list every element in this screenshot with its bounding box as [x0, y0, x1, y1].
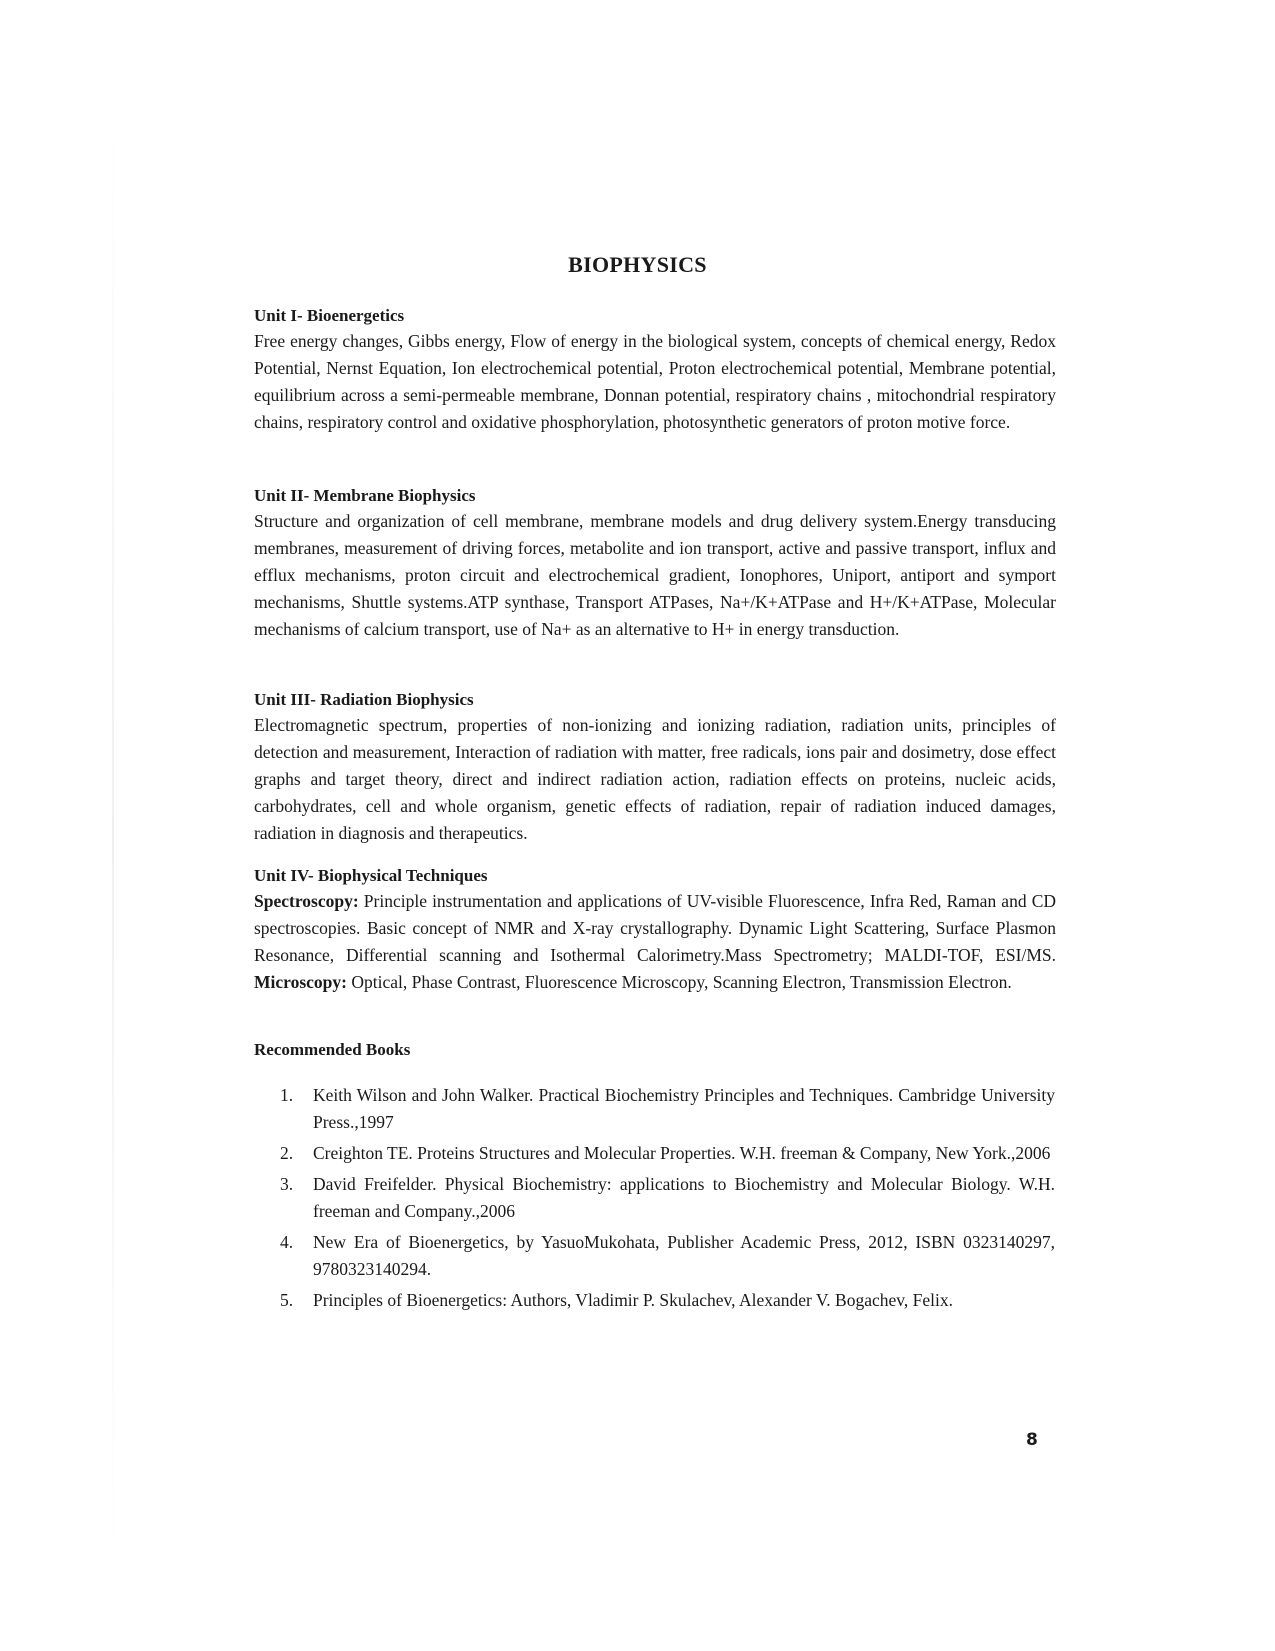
- microscopy-text: Optical, Phase Contrast, Fluorescence Microscopy, Scanning Electron, Transmission Electron.: [347, 972, 1012, 992]
- unit-1-body: Free energy changes, Gibbs energy, Flow of energy in the biological system, concepts of chemical energy, Redox Potential, Nernst Equation, Ion electrochemical potential, Proton electrochemical potential, Membrane potential, equilibrium across a semi-permeable membrane, Donnan potential, respiratory chains , mitochondrial respiratory chains, respiratory control and oxidative phosphorylation, photosynthetic generators of proton motive force.: [254, 331, 1056, 432]
- book-number: 4.: [280, 1232, 294, 1252]
- unit-4-heading: Unit IV- Biophysical Techniques: [254, 866, 488, 885]
- unit-3-heading: Unit III- Radiation Biophysics: [254, 690, 474, 709]
- book-citation: Creighton TE. Proteins Structures and Molecular Properties. W.H. freeman & Company, New York.,2006: [313, 1143, 1051, 1163]
- page-number: 8: [1026, 1430, 1038, 1450]
- book-citation: David Freifelder. Physical Biochemistry: applications to Biochemistry and Molecular Biology. W.H. freeman and Company.,2006: [313, 1174, 1055, 1221]
- unit-1-heading: Unit I- Bioenergetics: [254, 306, 405, 325]
- unit-3-body: Electromagnetic spectrum, properties of non-ionizing and ionizing radiation, radiation units, principles of detection and measurement, Interaction of radiation with matter, free radicals, ions pair and dosimetry, dose effect graphs and target theory, direct and indirect radiation action, radiation effects on proteins, nucleic acids, carbohydrates, cell and whole organism, genetic effects of radiation, repair of radiation induced damages, radiation in diagnosis and therapeutics.: [254, 715, 1056, 843]
- spectroscopy-label: Spectroscopy:: [254, 891, 359, 911]
- book-citation: Principles of Bioenergetics: Authors, Vladimir P. Skulachev, Alexander V. Bogachev, Felix.: [313, 1290, 953, 1310]
- recommended-books-heading: Recommended Books: [254, 1040, 411, 1059]
- recommended-books-list: [280, 1082, 1055, 1318]
- unit-1-section: [254, 304, 1056, 436]
- book-citation: Keith Wilson and John Walker. Practical Biochemistry Principles and Techniques. Cambridge University Press.,1997: [313, 1085, 1055, 1132]
- microscopy-label: Microscopy:: [254, 972, 347, 992]
- unit-2-body: Structure and organization of cell membrane, membrane models and drug delivery system.Energy transducing membranes, measurement of driving forces, metabolite and ion transport, active and passive transport, influx and efflux mechanisms, proton circuit and electrochemical gradient, Ionophores, Uniport, antiport and symport mechanisms, Shuttle systems.ATP synthase, Transport ATPases, Na+/K+ATPase and H+/K+ATPase, Molecular mechanisms of calcium transport, use of Na+ as an alternative to H+ in energy transduction.: [254, 511, 1056, 639]
- unit-3-section: [254, 688, 1056, 847]
- book-number: 3.: [280, 1174, 294, 1194]
- book-number: 2.: [280, 1143, 294, 1163]
- spectroscopy-text: Principle instrumentation and applications of UV-visible Fluorescence, Infra Red, Raman and CD spectroscopies. Basic concept of NMR and X-ray crystallography. Dynamic Light Scattering, Surface Plasmon Resonance, Differential scanning and Isothermal Calorimetry.Mass Spectrometry; MALDI-TOF, ESI/MS.: [254, 891, 1056, 965]
- book-item: [280, 1229, 1055, 1283]
- unit-4-body: [254, 888, 1056, 996]
- scan-edge-shadow: [112, 120, 114, 1560]
- book-number: 1.: [280, 1085, 294, 1105]
- book-number: 5.: [280, 1290, 294, 1310]
- book-item: [280, 1082, 1055, 1136]
- unit-4-section: [254, 864, 1056, 996]
- page-title: BIOPHYSICS: [568, 252, 707, 277]
- book-item: [280, 1171, 1055, 1225]
- book-item: [280, 1140, 1055, 1167]
- book-citation: New Era of Bioenergetics, by YasuoMukohata, Publisher Academic Press, 2012, ISBN 0323140297, 9780323140294.: [313, 1232, 1055, 1279]
- book-item: [280, 1287, 1055, 1314]
- unit-2-heading: Unit II- Membrane Biophysics: [254, 486, 476, 505]
- unit-2-section: [254, 484, 1056, 643]
